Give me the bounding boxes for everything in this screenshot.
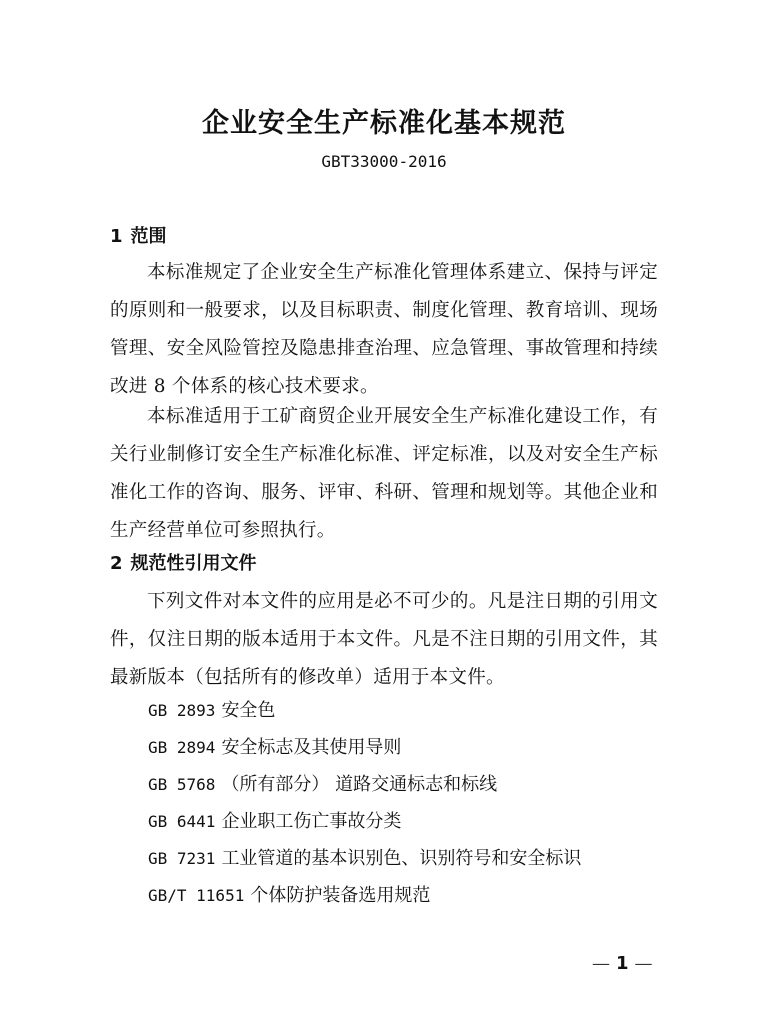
page-number: 1 [616, 953, 629, 974]
reference-code: GB/T 11651 [148, 886, 245, 905]
reference-code: GB 2893 [148, 701, 216, 720]
section-title: 范围 [130, 226, 167, 247]
section-heading-normative-references [110, 549, 257, 579]
reference-list [148, 692, 581, 914]
reference-item [148, 729, 581, 766]
reference-title: 企业职工伤亡事故分类 [221, 811, 402, 832]
reference-code: GB 6441 [148, 812, 216, 831]
reference-title: 个体防护装备选用规范 [250, 885, 431, 906]
reference-title: 安全色 [221, 700, 276, 721]
paragraph: 本标准规定了企业安全生产标准化管理体系建立、保持与评定的原则和一般要求，以及目标职责、制度化管理、教育培训、现场管理、安全风险管控及隐患排查治理、应急管理、事故管理和持续改进 8 个体系的核心技术要求。 [110, 262, 658, 397]
section-number: 2 [110, 553, 123, 574]
footer-dash-right: — [634, 953, 653, 974]
footer-dash-left: — [592, 953, 610, 974]
reference-item [148, 840, 581, 877]
reference-title: 安全标志及其使用导则 [221, 737, 402, 758]
reference-item [148, 692, 581, 729]
standard-code: GBT33000-2016 [321, 152, 447, 171]
reference-item [148, 766, 581, 803]
document-title: 企业安全生产标准化基本规范 [202, 108, 566, 139]
section-title: 规范性引用文件 [130, 553, 257, 574]
reference-title: 工业管道的基本识别色、识别符号和安全标识 [221, 848, 582, 869]
page-footer [592, 950, 653, 978]
reference-code: GB 2894 [148, 738, 216, 757]
paragraph: 下列文件对本文件的应用是必不可少的。凡是注日期的引用文件，仅注日期的版本适用于本文件。凡是不注日期的引用文件，其最新版本（包括所有的修改单）适用于本文件。 [110, 591, 658, 688]
paragraph: 本标准适用于工矿商贸企业开展安全生产标准化建设工作，有关行业制修订安全生产标准化标准、评定标准，以及对安全生产标准化工作的咨询、服务、评审、科研、管理和规划等。其他企业和生产经营单位可参照执行。 [110, 406, 658, 541]
reference-code: GB 5768 [148, 775, 216, 794]
reference-code: GB 7231 [148, 849, 216, 868]
section-number: 1 [110, 226, 123, 247]
reference-item [148, 803, 581, 840]
reference-item [148, 877, 581, 914]
section-heading-scope [110, 222, 167, 252]
reference-title: （所有部分） 道路交通标志和标线 [221, 774, 498, 795]
